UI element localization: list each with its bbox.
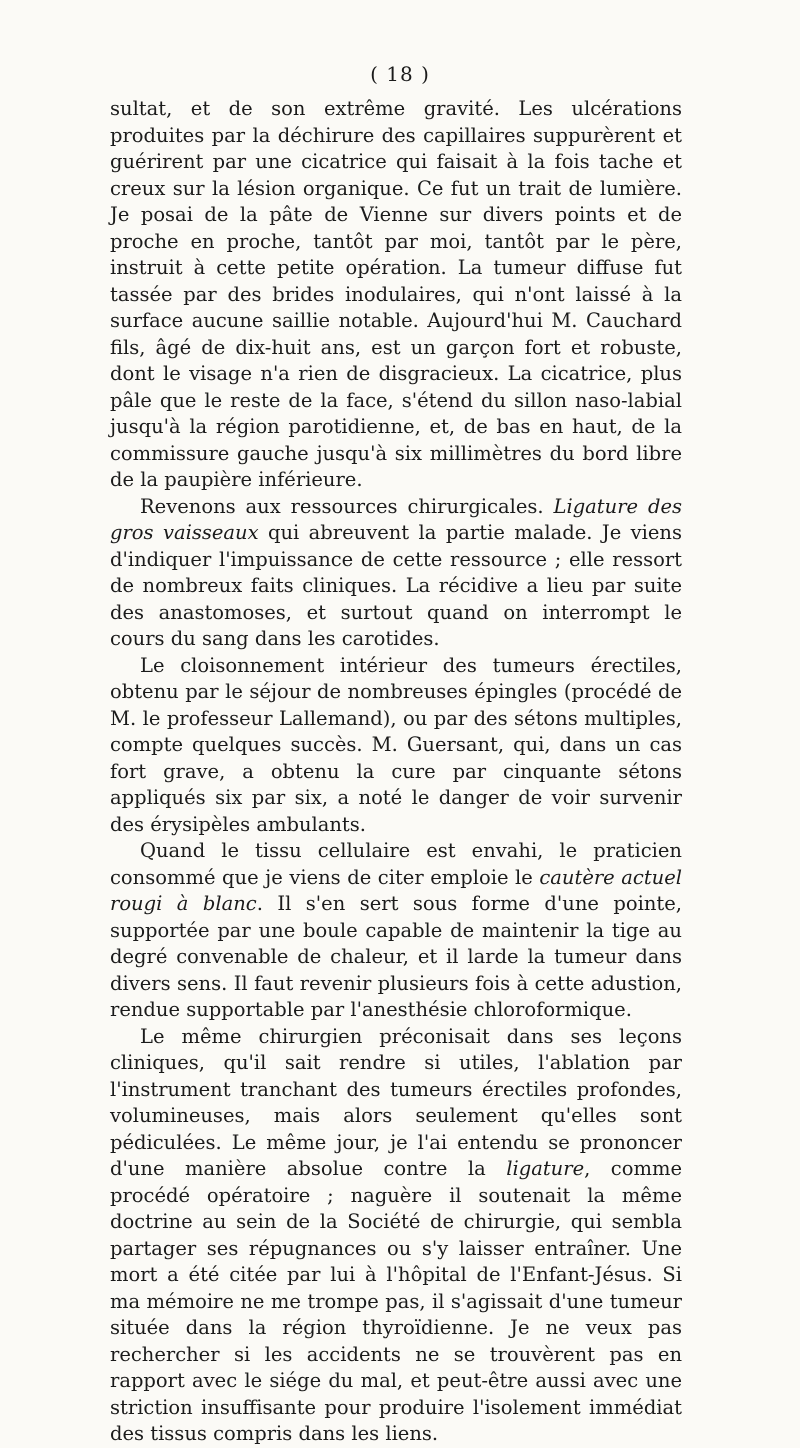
paragraph — [110, 494, 682, 653]
paragraph — [110, 1024, 682, 1448]
text-segment: Revenons aux ressources chirurgicales. — [140, 494, 554, 518]
page-number: ( 18 ) — [370, 62, 430, 86]
text-segment: Le même chirurgien préconisait dans ses leçons cliniques, qu'il sait rendre si utiles, l'ablation par l'instrument tranchant des tumeurs érectiles profondes, volumineuses, mais alors seulement qu'elles sont pédiculées. Le même jour, je l'ai entendu se prononcer d'une manière absolue contre la — [110, 1024, 682, 1180]
paragraph — [110, 838, 682, 1024]
text-segment: Quand le tissu cellulaire est envahi, le praticien consommé que je viens de citer emploie le — [110, 839, 682, 889]
italic-segment: cautère actuel rougi à blanc — [110, 865, 682, 915]
text-segment: , comme procédé opératoire ; naguère il soutenait la même doctrine au sein de la Société de chirurgie, qui sembla partager ses répugnances ou s'y laisser entraîner. Une mort a été citée par lui à l'hôpital de l'Enfant-Jésus. Si ma mémoire ne me trompe pas, il s'agissait d'une tumeur située dans la région thyroïdienne. Je ne veux pas rechercher si les accidents ne se trouvèrent pas en rapport avec le siége du mal, et peut-être aussi avec une striction insuffisante pour produire l'isolement immédiat des tissus compris dans les liens. — [110, 1157, 682, 1445]
italic-segment: Ligature des gros vaisseaux — [110, 494, 682, 544]
paragraph — [110, 96, 682, 494]
text-segment: sultat, et de son extrême gravité. Les ulcérations produites par la déchirure des capillaires suppurèrent et guérirent par une cicatrice qui faisait à la fois tache et creux sur la lésion organique. Ce fut un trait de lumière. Je posai de la pâte de Vienne sur divers points et de proche en proche, tantôt par moi, tantôt par le père, instruit à cette petite opération. La tumeur diffuse fut tassée par des brides inodulaires, qui n'ont laissé à la surface aucune saillie notable. Aujourd'hui M. Cauchard fils, âgé de dix-huit ans, est un garçon fort et robuste, dont le visage n'a rien de disgracieux. La cicatrice, plus pâle que le reste de la face, s'étend du sillon naso-labial jusqu'à la région parotidienne, et, de bas en haut, de la commissure gauche jusqu'à six millimètres du bord libre de la paupière inférieure. — [110, 97, 682, 491]
body-text — [110, 96, 682, 1448]
text-segment: Le cloisonnement intérieur des tumeurs érectiles, obtenu par le séjour de nombreuses épingles (procédé de M. le professeur Lallemand), ou par des sétons multiples, compte quelques succès. M. Guersant, qui, dans un cas fort grave, a obtenu la cure par cinquante sétons appliqués six par six, a noté le danger de voir survenir des érysipèles ambulants. — [110, 653, 682, 836]
text-segment: qui abreuvent la partie malade. Je viens d'indiquer l'impuissance de cette ressource ; elle ressort de nombreux faits cliniques. La récidive a lieu par suite des anastomoses, et surtout quand on interrompt le cours du sang dans les carotides. — [110, 521, 682, 650]
italic-segment: ligature — [506, 1157, 585, 1180]
text-segment: . Il s'en sert sous forme d'une pointe, supportée par une boule capable de maintenir la tige au degré convenable de chaleur, et il larde la tumeur dans divers sens. Il faut revenir plusieurs fois à cette adustion, rendue supportable par l'anesthésie chloroformique. — [110, 892, 682, 1021]
paragraph — [110, 653, 682, 839]
